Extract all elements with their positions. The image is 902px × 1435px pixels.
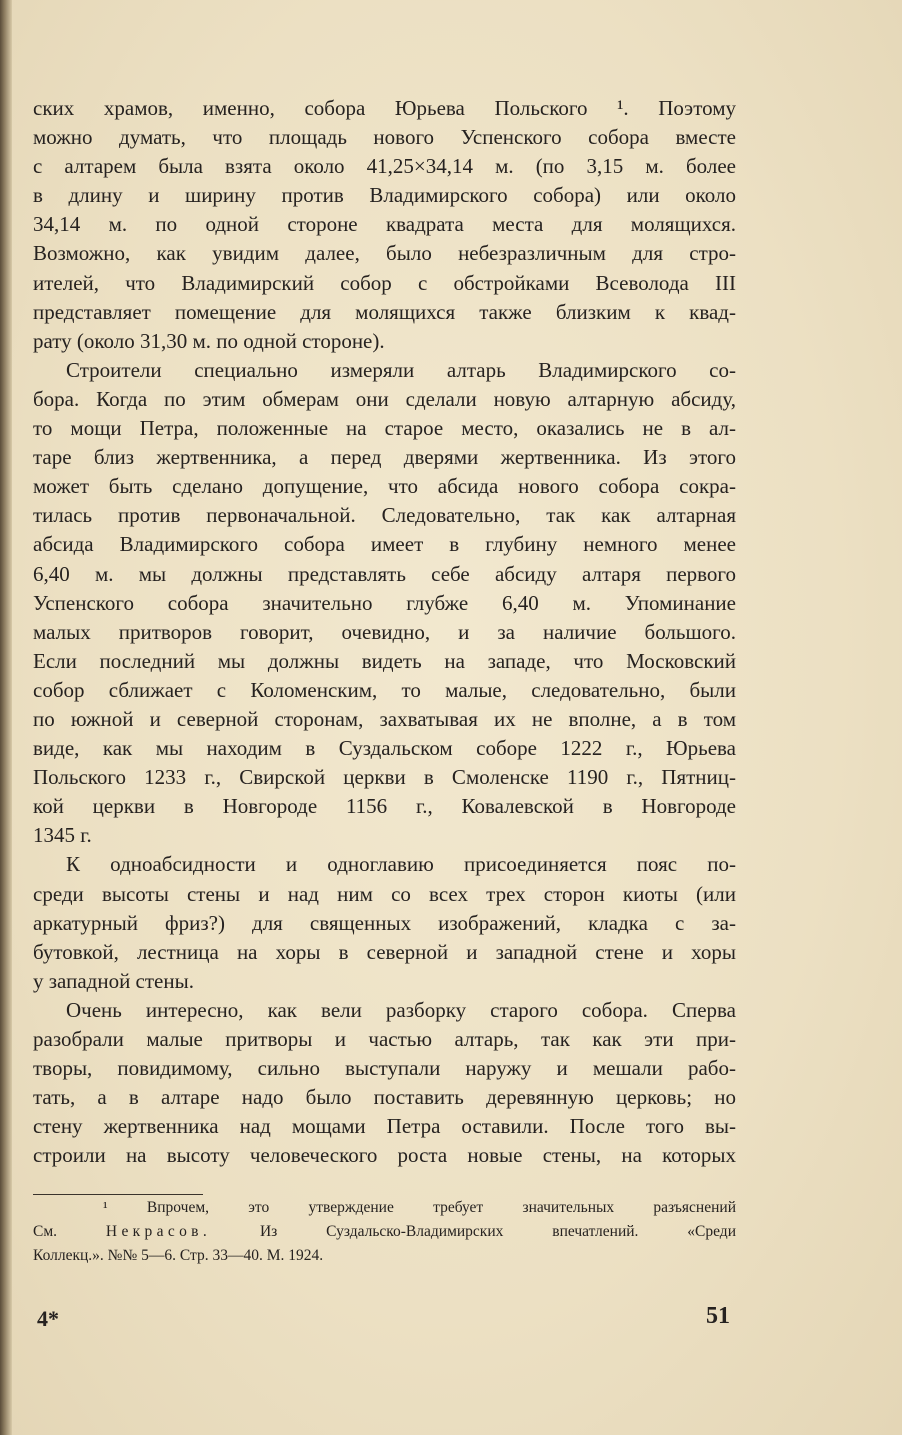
text-line: тать, а в алтаре надо было поставить деревянную церковь; но (33, 1085, 736, 1110)
footnote-rule (33, 1194, 203, 1195)
text-line: творы, повидимому, сильно выступали наружу и мешали рабо- (33, 1056, 736, 1081)
signature-mark: 4* (37, 1306, 59, 1331)
text-line: Польского 1233 г., Свирской церкви в Смоленске 1190 г., Пятниц- (33, 765, 736, 790)
footnote-line (33, 1220, 736, 1244)
footnote-line: ¹ Впрочем, это утверждение требует значительных разъяснений (103, 1199, 736, 1216)
text-line: малых притворов говорит, очевидно, и за наличие большого. (33, 619, 736, 644)
text-line: в длину и ширину против Владимирского собора) или около (33, 183, 736, 208)
text-line: то мощи Петра, положенные на старое место, оказались не в ал- (33, 416, 736, 441)
text-line: рату (около 31,30 м. по одной стороне). (33, 328, 385, 353)
text-line: аркатурный фриз?) для священных изображений, кладка с за- (33, 910, 736, 935)
text-line: можно думать, что площадь нового Успенского собора вместе (33, 125, 736, 150)
text-line: таре близ жертвенника, а перед дверями жертвенника. Из этого (33, 445, 736, 470)
text-line: может быть сделано допущение, что абсида нового собора сокра- (33, 474, 736, 499)
text-line: 34,14 м. по одной стороне квадрата места для молящихся. (33, 212, 736, 237)
text-line: стену жертвенника над мощами Петра оставили. После того вы- (33, 1114, 736, 1139)
text-line: ителей, что Владимирский собор с обстройками Всеволода III (33, 270, 736, 295)
footnote-line: Коллекц.». №№ 5—6. Стр. 33—40. М. 1924. (33, 1247, 324, 1264)
text-line: разобрали малые притворы и частью алтарь, так как эти при- (33, 1027, 736, 1051)
text-line: представляет помещение для молящихся также близким к квад- (33, 299, 736, 324)
text-line: Если последний мы должны видеть на западе, что Московский (33, 648, 736, 673)
footnote-author: Некрасов. (105, 1223, 212, 1240)
page-number: 51 (706, 1303, 730, 1329)
footnote-see: См. (33, 1223, 58, 1240)
binding-edge (0, 0, 12, 1435)
text-line: собор сближает с Коломенским, то малые, следовательно, были (33, 677, 736, 702)
text-line: Очень интересно, как вели разборку старого собора. Сперва (66, 997, 736, 1022)
text-line: Строители специально измеряли алтарь Владимирского со- (66, 357, 736, 382)
text-line: кой церкви в Новгороде 1156 г., Ковалевской в Новгороде (33, 794, 736, 819)
text-line: К одноабсидности и одноглавию присоединяется пояс по- (66, 852, 736, 877)
text-line: Возможно, как увидим далее, было небезразличным для стро- (33, 241, 736, 266)
text-line: 1345 г. (33, 823, 92, 848)
text-line: у западной стены. (33, 968, 194, 993)
text-line: 6,40 м. мы должны представлять себе абсиду алтаря первого (33, 561, 736, 586)
text-line: бора. Когда по этим обмерам они сделали новую алтарную абсиду, (33, 386, 736, 411)
footnote (33, 1196, 736, 1268)
main-text (33, 94, 736, 1170)
footnote-source: Из Суздальско-Владимирских впечатлений. «Среди (259, 1223, 736, 1240)
text-line: виде, как мы находим в Суздальском соборе 1222 г., Юрьева (33, 736, 736, 761)
text-line: с алтарем была взята около 41,25×34,14 м. (по 3,15 м. более (33, 154, 736, 179)
text-line: тилась против первоначальной. Следовательно, так как алтарная (33, 503, 736, 528)
text-line: строили на высоту человеческого роста новые стены, на которых (33, 1143, 736, 1168)
text-line: по южной и северной сторонам, захватывая их не вполне, а в том (33, 706, 736, 731)
text-line: абсида Владимирского собора имеет в глубину немного менее (33, 532, 736, 557)
text-line: Успенского собора значительно глубже 6,40 м. Упоминание (33, 590, 736, 615)
text-line: ских храмов, именно, собора Юрьева Польского ¹. Поэтому (33, 96, 736, 120)
text-line: среди высоты стены и над ним со всех трех сторон киоты (или (33, 881, 736, 906)
text-line: бутовкой, лестница на хоры в северной и западной стене и хоры (33, 939, 736, 964)
